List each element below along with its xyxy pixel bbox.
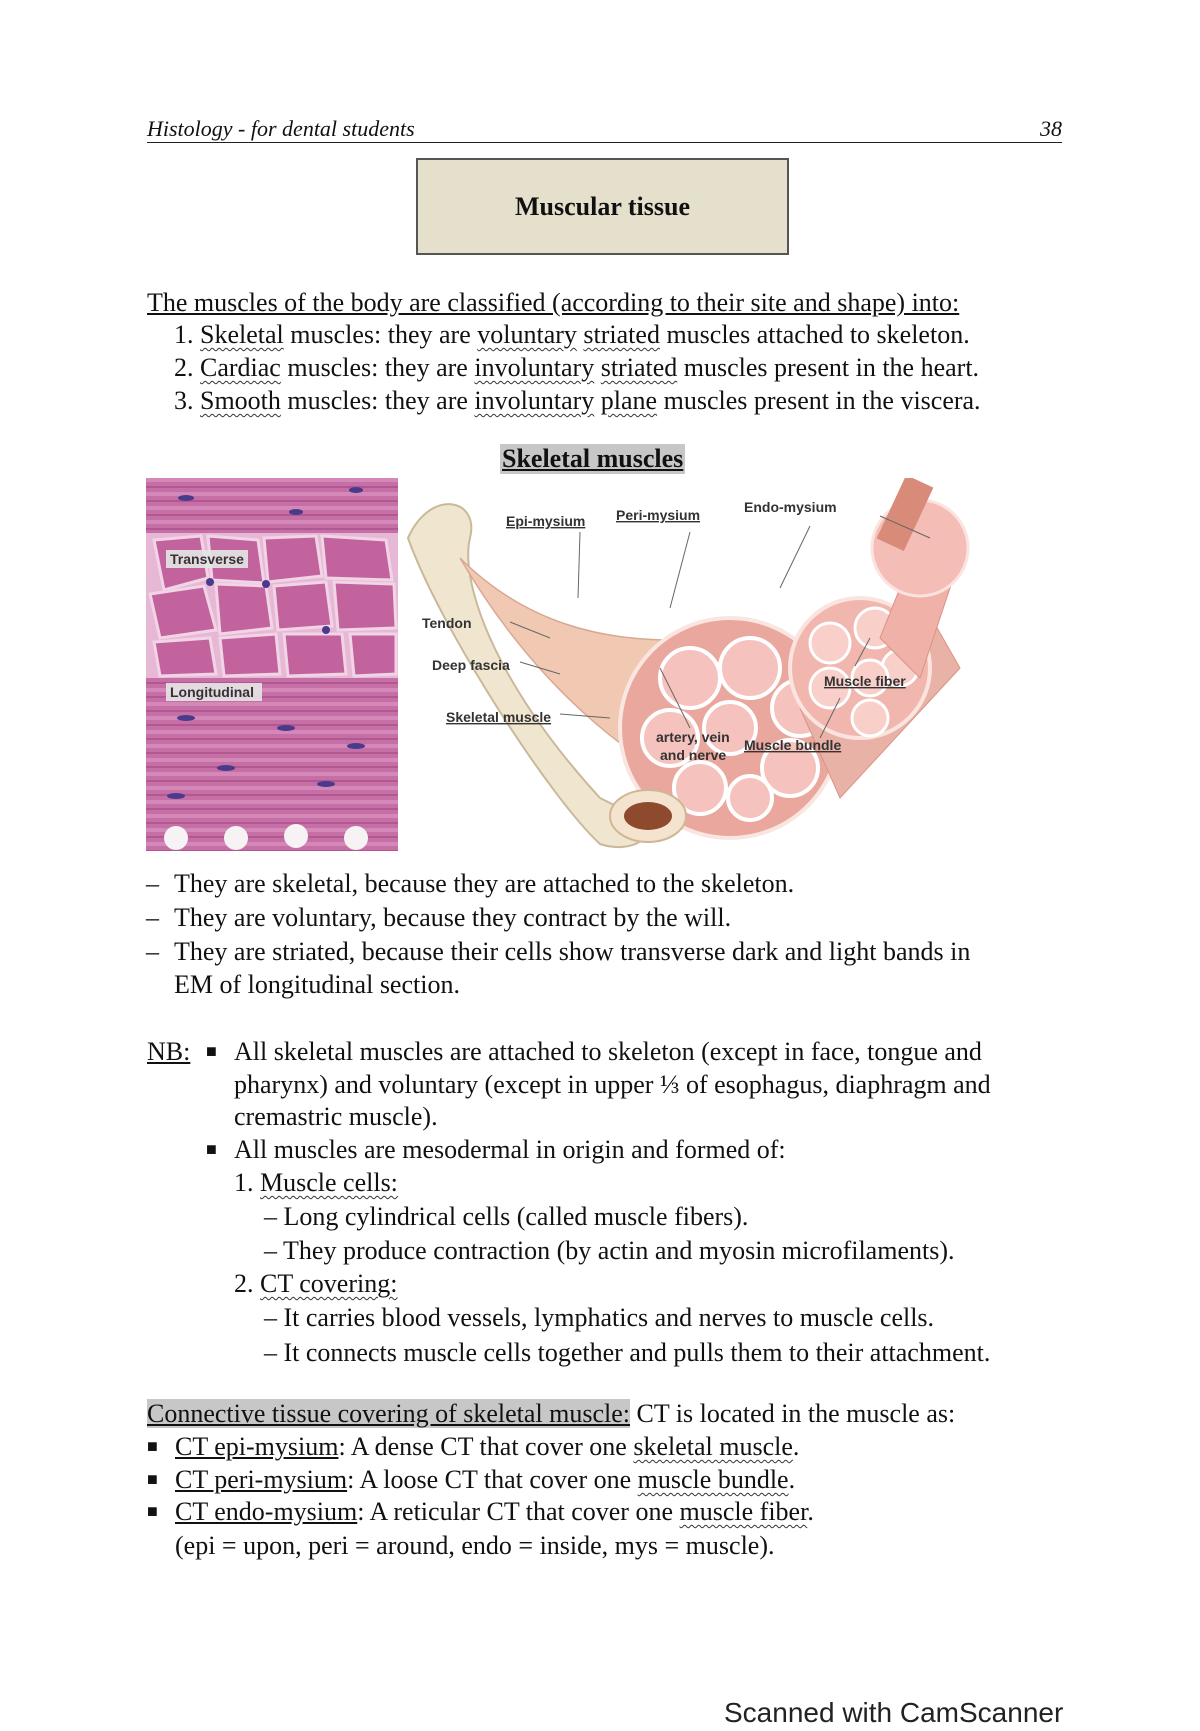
label-longitudinal: Longitudinal [170,684,254,700]
header-title: Histology - for dental students [147,116,415,141]
ct-item: ■ CT endo-mysium: A reticular CT that cover one muscle fiber. [147,1497,814,1526]
label-artery-line2: and nerve [660,747,727,763]
muscle-cells-point: – They produce contraction (by actin and myosin microfilaments). [264,1236,955,1265]
component-muscle-cells: 1. Muscle cells: [234,1168,398,1197]
nb-label: NB: [147,1037,191,1066]
label-epimysium: Epi-mysium [506,513,586,529]
muscle-structure-diagram [400,478,1060,854]
ct-covering-point: – It connects muscle cells together and pulls them to their attachment. [264,1338,991,1367]
section-title: Skeletal muscles [502,444,684,473]
label-deep-fascia: Deep fascia [432,657,510,673]
nb-bullet-1-line3: cremastric muscle). [234,1102,438,1131]
list-item-continuation: EM of longitudinal section. [174,970,460,999]
nb-bullet-1-line2: pharynx) and voluntary (except in upper ⅓ of esophagus, diaphragm and [234,1070,991,1099]
label-muscle-bundle: Muscle bundle [744,737,842,753]
label-perimysium: Peri-mysium [616,507,701,523]
page-number: 38 [1040,116,1062,141]
list-item: – They are voluntary, because they contract by the will. [146,903,732,932]
label-transverse: Transverse [170,551,244,567]
label-muscle-fiber: Muscle fiber [824,673,906,689]
list-item: 2. Cardiac muscles: they are involuntary striated muscles present in the heart. [174,353,980,382]
label-artery-line1: artery, vein [656,729,730,745]
chapter-title: Muscular tissue [416,158,789,255]
intro-text: The muscles of the body are classified (according to their site and shape) into: [147,288,960,317]
list-item: 3. Smooth muscles: they are involuntary plane muscles present in the viscera. [174,386,981,415]
histology-micrograph [146,478,398,851]
label-skeletal-muscle: Skeletal muscle [446,709,552,725]
ct-item: ■ CT peri-mysium: A loose CT that cover one muscle bundle. [147,1465,796,1494]
list-item: 1. Skeletal muscles: they are voluntary striated muscles attached to skeleton. [174,320,970,349]
scanner-watermark: Scanned with CamScanner [724,1697,1064,1728]
muscle-cells-point: – Long cylindrical cells (called muscle fibers). [264,1202,749,1231]
running-header [147,116,1062,143]
label-endomysium: Endo-mysium [744,499,837,515]
nb-bullet-2: ■ All muscles are mesodermal in origin and formed of: [206,1135,786,1164]
ct-heading: Connective tissue covering of skeletal muscle: CT is located in the muscle as: [147,1399,956,1428]
ct-note: (epi = upon, peri = around, endo = inside, mys = muscle). [175,1531,775,1560]
label-tendon: Tendon [422,615,472,631]
list-item: – They are striated, because their cells show transverse dark and light bands in [146,937,971,966]
ct-item: ■ CT epi-mysium: A dense CT that cover one skeletal muscle. [147,1432,800,1461]
list-item: – They are skeletal, because they are attached to the skeleton. [146,869,795,898]
nb-bullet-1: ■ All skeletal muscles are attached to skeleton (except in face, tongue and [206,1037,982,1066]
ct-covering-point: – It carries blood vessels, lymphatics and nerves to muscle cells. [264,1303,935,1332]
component-ct-covering: 2. CT covering: [234,1269,398,1298]
